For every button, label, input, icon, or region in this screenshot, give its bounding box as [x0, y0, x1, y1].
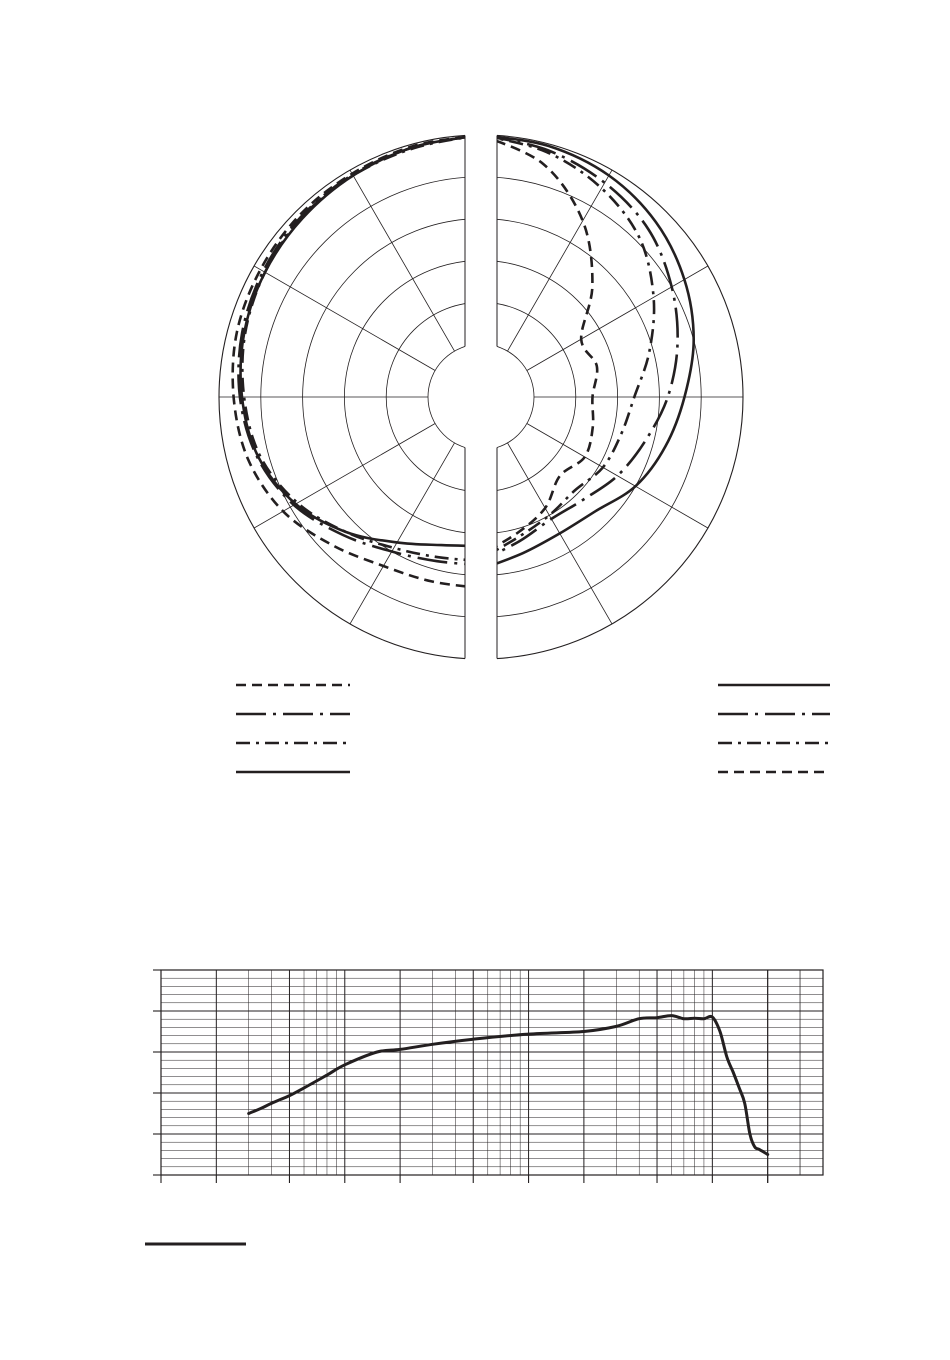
polar-grid — [219, 135, 743, 659]
polar-legend — [236, 685, 830, 772]
freq-frame — [161, 970, 823, 1175]
polar-series-left-1 — [233, 135, 481, 588]
frequency-response-grid — [153, 970, 823, 1183]
polar-ring — [428, 344, 534, 450]
polar-series-left-3 — [242, 135, 481, 561]
polar-curves-left — [233, 135, 481, 588]
polar-curves-right — [481, 135, 694, 569]
polar-series-right-2 — [481, 135, 678, 561]
polar-ring — [428, 344, 534, 450]
polar-curves — [233, 135, 694, 588]
